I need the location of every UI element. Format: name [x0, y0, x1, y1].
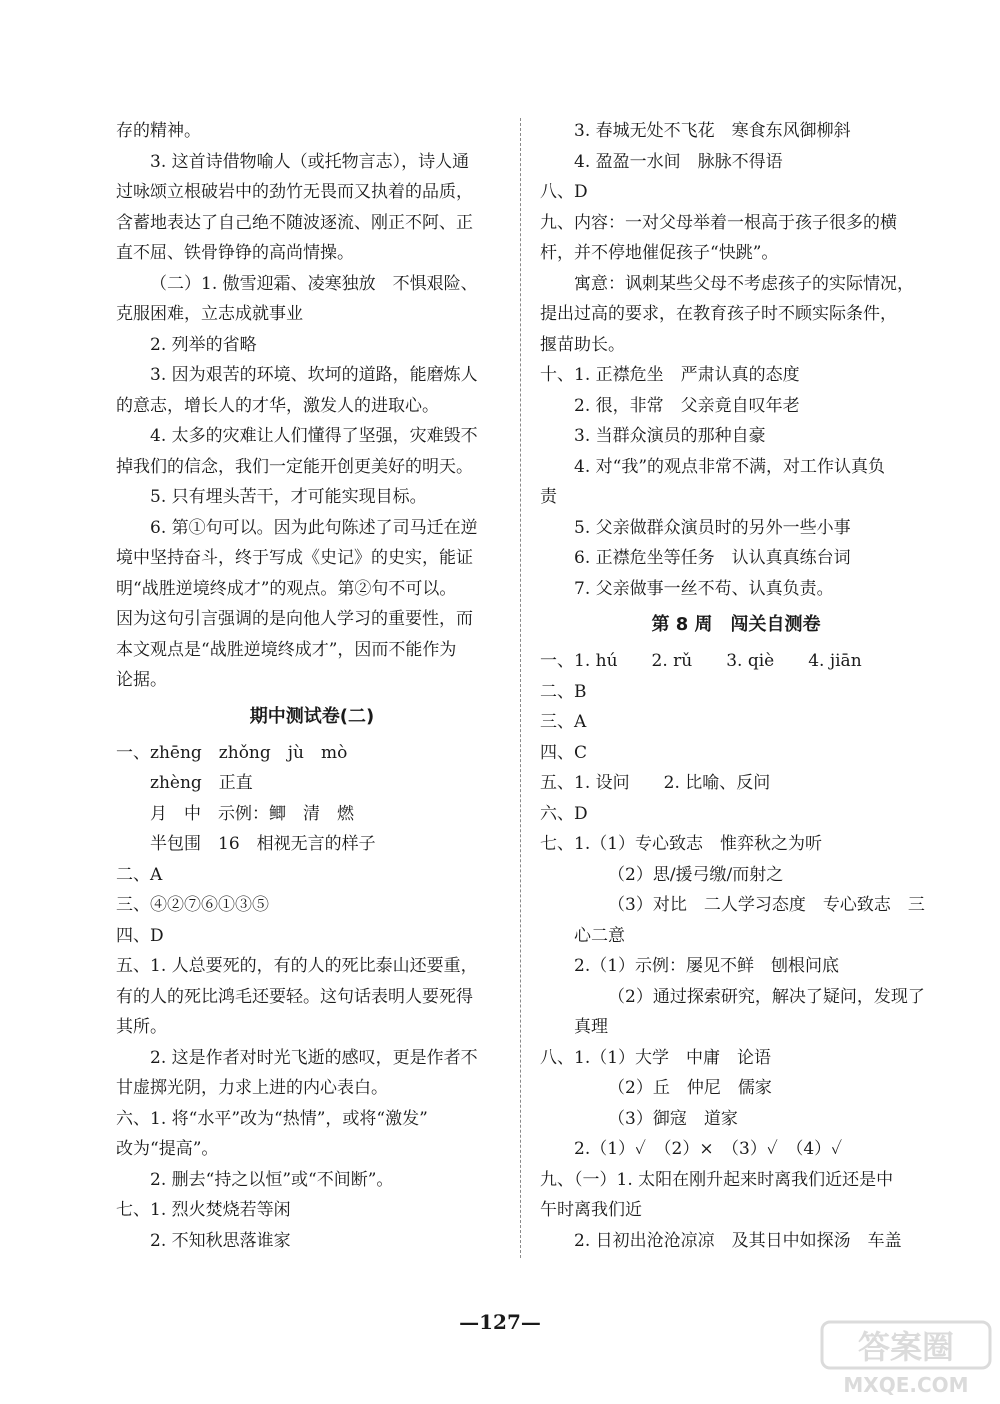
answer-line: 存的精神。	[116, 121, 201, 141]
answer-line: 四、D	[116, 925, 164, 946]
answer-line: 4. 盈盈一水间 脉脉不得语	[574, 151, 783, 172]
answer-line: 本文观点是“战胜逆境终成才”，因而不能作为	[116, 639, 457, 660]
answer-line: 五、1. 人总要死的，有的人的死比泰山还要重，	[116, 956, 478, 976]
answer-line: 5. 父亲做群众演员时的另外一些小事	[574, 517, 851, 538]
answer-line: 有的人的死比鸿毛还要轻。这句话表明人要死得	[116, 986, 473, 1007]
answer-line: 揠苗助长。	[540, 334, 625, 355]
answer-line: 明“战胜逆境终成才”的观点。第②句不可以。	[116, 578, 457, 599]
answer-line: 2. 日初出沧沧凉凉 及其日中如探汤 车盖	[574, 1230, 902, 1251]
answer-line: 7. 父亲做事一丝不苟、认真负责。	[574, 578, 834, 599]
answer-line: （二）1. 傲雪迎霜、凌寒独放 不惧艰险、	[150, 273, 478, 294]
answer-line: 六、1. 将“水平”改为“热情”，或将“激发”	[116, 1108, 428, 1129]
answer-line: 克服困难，立志成就事业	[116, 304, 303, 324]
answer-line: 的意志，增长人的才华，激发人的进取心。	[116, 395, 439, 416]
answer-line: 六、D	[540, 803, 588, 824]
answer-line: 半包围 16 相视无言的样子	[150, 834, 376, 854]
page-number: —127—	[459, 1310, 541, 1334]
answer-line: 改为“提高”。	[116, 1139, 219, 1159]
answer-line: 2. 很，非常 父亲竟自叹年老	[574, 395, 800, 416]
answer-line: 3. 春城无处不飞花 寒食东风御柳斜	[574, 121, 851, 141]
answer-line: （3）御寇 道家	[608, 1108, 738, 1129]
answer-line: 4. 对“我”的观点非常不满，对工作认真负	[574, 456, 886, 477]
answer-line: 3. 当群众演员的那种自豪	[574, 426, 766, 446]
answer-line: 3. 因为艰苦的环境、坎坷的道路，能磨炼人	[150, 365, 478, 385]
watermark-logo	[818, 1318, 994, 1398]
answer-line: 七、1.（1）专心致志 惟弈秋之为听	[540, 834, 823, 854]
section-heading: 期中测试卷(二)	[249, 705, 375, 727]
answer-line: 三、A	[540, 712, 587, 732]
answer-line: 2. 列举的省略	[150, 334, 257, 355]
answer-line: 四、C	[540, 742, 588, 763]
answer-line: 八、1.（1）大学 中庸 论语	[540, 1047, 772, 1068]
watermark-text: 答案圈	[857, 1328, 955, 1366]
answer-line: （2）通过探索研究，解决了疑问，发现了	[608, 986, 925, 1007]
answer-line: 九、内容：一对父母举着一根高于孩子很多的横	[540, 212, 897, 233]
answer-line: （3）对比 二人学习态度 专心致志 三	[608, 895, 925, 915]
answer-line: 甘虚掷光阴，力求上进的内心表白。	[116, 1078, 388, 1098]
answer-line: 4. 太多的灾难让人们懂得了坚强，灾难毁不	[150, 426, 478, 446]
answer-line: 过咏颂立根破岩中的劲竹无畏而又执着的品质，	[116, 182, 473, 202]
watermark-url: MXQE.COM	[843, 1373, 969, 1397]
answer-line: 3. 这首诗借物喻人（或托物言志），诗人通	[150, 151, 470, 172]
answer-line: 杆，并不停地催促孩子“快跳”。	[540, 243, 779, 263]
answer-line: 境中坚持奋斗，终于写成《史记》的史实，能证	[116, 548, 473, 568]
answer-line: 2. 这是作者对时光飞逝的感叹，更是作者不	[150, 1047, 478, 1068]
answer-line: 论据。	[116, 670, 167, 690]
answer-line: 午时离我们近	[540, 1200, 642, 1220]
answer-line: 十、1. 正襟危坐 严肃认真的态度	[540, 365, 800, 385]
answer-line: 掉我们的信念，我们一定能开创更美好的明天。	[116, 456, 473, 477]
answer-line: 五、1. 设问 2. 比喻、反问	[540, 773, 771, 793]
answer-line: 三、④②⑦⑥①③⑤	[116, 895, 269, 915]
answer-line: 含蓄地表达了自己绝不随波逐流、刚正不阿、正	[116, 212, 473, 233]
column-divider	[520, 118, 521, 1258]
answer-line: 6. 第①句可以。因为此句陈述了司马迁在逆	[150, 517, 478, 538]
answer-line: 真理	[574, 1017, 608, 1037]
answer-line: 心二意	[574, 925, 625, 946]
answer-line: 一、1. hú 2. rǔ 3. qiè 4. jiān	[540, 651, 862, 671]
answer-line: 责	[540, 487, 557, 507]
answer-line: 一、zhēng zhǒng jù mò	[116, 742, 348, 763]
left-column	[116, 116, 508, 1256]
answer-line: 2. 删去“持之以恒”或“不间断”。	[150, 1169, 394, 1190]
section-heading: 第 8 周 闯关自测卷	[651, 614, 821, 635]
answer-line: 七、1. 烈火焚烧若等闲	[116, 1200, 291, 1220]
answer-line: 九、（一）1. 太阳在刚升起来时离我们近还是中	[540, 1169, 894, 1190]
answer-line: 6. 正襟危坐等任务 认认真真练台词	[574, 548, 851, 568]
answer-line: zhèng 正直	[150, 773, 253, 793]
answer-line: 因为这句引言强调的是向他人学习的重要性，而	[116, 609, 473, 629]
answer-line: 2.（1）✓ （2）× （3）✓ （4）✓	[574, 1139, 843, 1159]
answer-line: 2.（1）示例：屡见不鲜 刨根问底	[574, 956, 840, 976]
right-column	[540, 116, 932, 1256]
answer-line: 其所。	[116, 1017, 167, 1037]
answer-line: 寓意：讽刺某些父母不考虑孩子的实际情况，	[574, 273, 914, 294]
answer-line: （2）丘 仲尼 儒家	[608, 1078, 772, 1098]
answer-line: 二、B	[540, 681, 587, 702]
answer-line: 月 中 示例：鲫 清 燃	[150, 803, 354, 824]
answer-line: 5. 只有埋头苦干，才可能实现目标。	[150, 487, 427, 507]
answer-line: 提出过高的要求，在教育孩子时不顾实际条件，	[540, 304, 897, 324]
answer-line: 二、A	[116, 864, 163, 885]
answer-line: 直不屈、铁骨铮铮的高尚情操。	[116, 243, 354, 263]
answer-line: 2. 不知秋思落谁家	[150, 1230, 291, 1251]
answer-line: （2）思/援弓缴/而射之	[608, 864, 784, 885]
answer-line: 八、D	[540, 182, 588, 202]
